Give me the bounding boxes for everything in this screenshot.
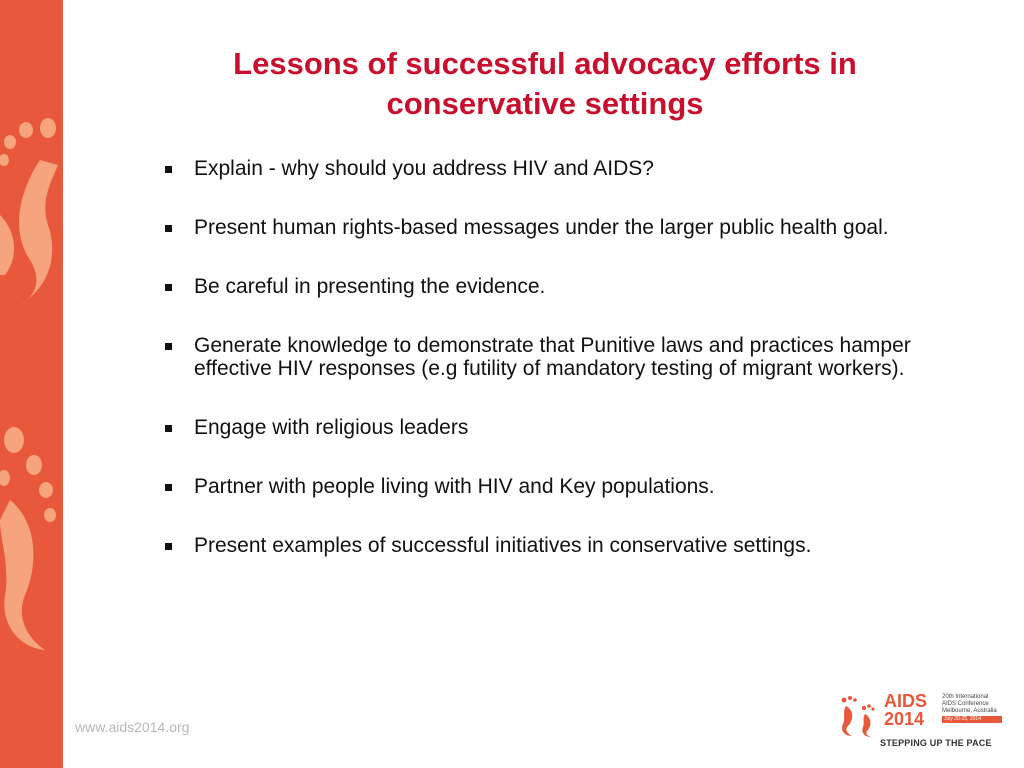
bullet-icon [165,166,172,173]
logo-conference-line: AIDS Conference [942,701,989,707]
logo-conference-text [942,694,1002,723]
bullet-icon [165,343,172,350]
bullet-icon [165,484,172,491]
footprints-icon [838,694,878,738]
list-item [160,416,950,439]
bullet-text: Be careful in presenting the evidence. [194,275,546,298]
bullet-icon [165,284,172,291]
list-item [160,216,950,239]
slide-title: Lessons of successful advocacy efforts in conservative settings [233,46,857,121]
list-item [160,534,950,557]
bullet-icon [165,425,172,432]
logo-word: AIDS [884,691,928,711]
logo-tagline: STEPPING UP THE PACE [880,738,992,748]
list-item [160,157,950,180]
logo-conference-line: Melbourne, Australia [942,708,997,714]
bullet-text: Engage with religious leaders [194,416,469,439]
logo-dates: July 20-25, 2014 [942,716,1002,723]
footprints-icon [0,0,63,768]
bullet-text: Partner with people living with HIV and Key populations. [194,475,715,498]
footer-url[interactable]: www.aids2014.org [75,719,190,735]
bullet-icon [165,225,172,232]
bullet-icon [165,543,172,550]
logo-conference-line: 20th International [942,694,989,700]
bullet-text: Present examples of successful initiatives in conservative settings. [194,534,812,557]
list-item [160,475,950,498]
list-item [160,275,950,298]
bullet-text: Explain - why should you address HIV and AIDS? [194,157,654,180]
bullet-list [160,157,950,593]
conference-logo [838,690,1008,752]
bullet-text: Present human rights-based messages under the larger public health goal. [194,216,889,239]
list-item [160,334,950,380]
logo-year: 2014 [884,709,925,729]
sidebar-decoration [0,0,63,768]
bullet-text: Generate knowledge to demonstrate that Punitive laws and practices hamper effective HIV responses (e.g futility of mandatory testing of migrant workers). [194,334,911,380]
